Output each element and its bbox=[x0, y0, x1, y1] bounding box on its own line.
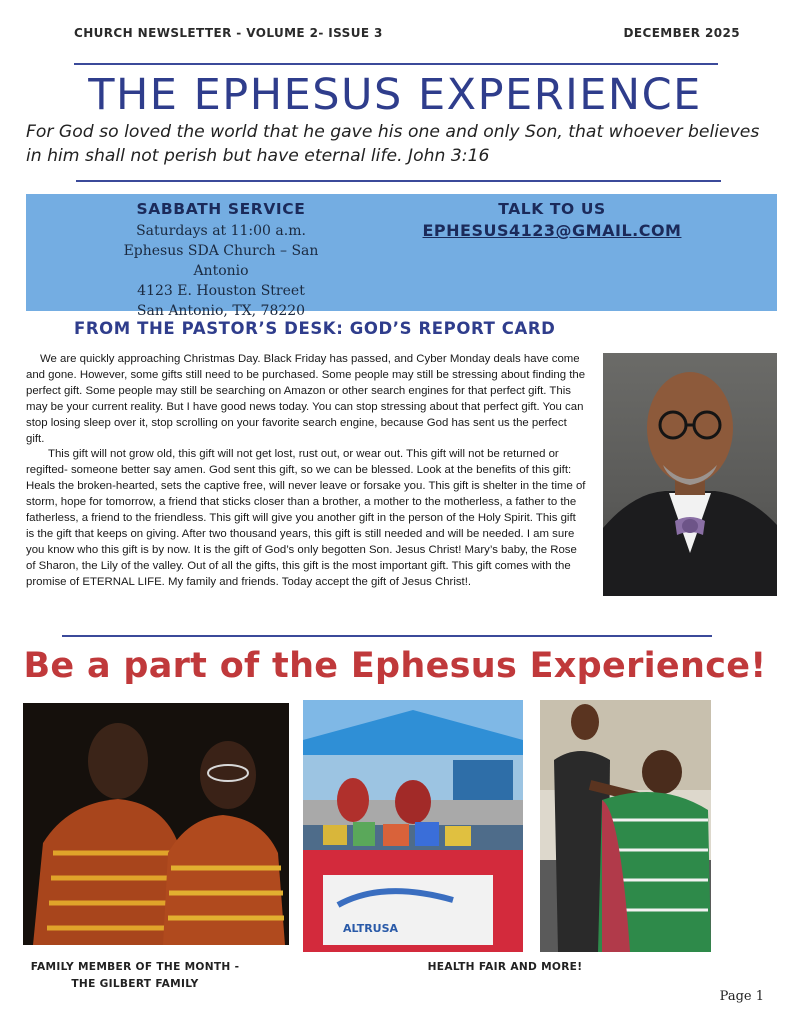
altrusa-banner-text: ALTRUSA bbox=[343, 922, 399, 935]
newsletter-date: DECEMBER 2025 bbox=[623, 26, 740, 40]
church-name: Ephesus SDA Church – San Antonio bbox=[123, 243, 319, 279]
contact-email-link[interactable]: EPHESUS4123@GMAIL.COM bbox=[422, 221, 682, 240]
scripture-verse: For God so loved the world that he gave his one and only Son, that whoever believes in him shall not perish but have eternal life. John 3:16 bbox=[26, 122, 760, 166]
sabbath-service-block bbox=[96, 200, 346, 321]
church-city: San Antonio, TX, 78220 bbox=[136, 303, 306, 319]
masthead-top-rule bbox=[74, 63, 718, 65]
pastor-desk-heading: FROM THE PASTOR’S DESK: GOD’S REPORT CARD bbox=[74, 319, 556, 338]
contact-heading: TALK TO US bbox=[498, 200, 606, 218]
sabbath-service-heading: SABBATH SERVICE bbox=[136, 200, 306, 218]
newsletter-title: THE EPHESUS EXPERIENCE bbox=[88, 70, 702, 120]
article-paragraph-2: This gift will not grow old, this gift will not get lost, rust out, or wear out. This gift will not be returned or regifted- someone better say amen. God sent this gift, so we can be blessed. Look at the benefits of this gift: Heals the broken-hearted, sets the captive free, will never leave or forsake you. This gift is shelter in the time of storm, hope for tomorrow, a friend that sticks closer than a brother, a mother to the motherless, a father to the fatherless, a friend to the friendless. This gift will give you another gift in the person of the Holy Spirit. This gift is the gift that keeps on giving. After two thousand years, this gift is still needed and will be needed. I am sure you know who this gift is by now. It is the gift of God’s only begotten Son. Jesus Christ! Mary’s baby, the Rose of Sharon, the Lily of the valley. Out of all the gifts, this gift is the most important gift. This gift comes with the promise of ETERNAL LIFE. My family and friends. Today accept the gift of Jesus Christ!. bbox=[26, 448, 586, 588]
service-time: Saturdays at 11:00 a.m. bbox=[136, 223, 306, 239]
barber-service-photo bbox=[540, 700, 711, 952]
family-caption-line-1: FAMILY MEMBER OF THE MONTH - bbox=[30, 961, 240, 973]
newsletter-volume-line: CHURCH NEWSLETTER - VOLUME 2- ISSUE 3 bbox=[74, 26, 383, 40]
article-paragraph-1: We are quickly approaching Christmas Day. Black Friday has passed, and Cyber Monday deals have come and gone. However, some gifts still need to be purchased. Some people may still be stressing about finding the perfect gift. Some people may still be searching on Amazon or other search engines for that perfect gift. This may be your current reality. But I have good news today. You can stop stressing about that perfect gift. You can stop losing sleep over it, stop scrolling on your favorite search engine, because God has sent us the perfect gift. bbox=[26, 353, 586, 445]
masthead-bottom-rule bbox=[76, 180, 721, 182]
ephesus-experience-headline: Be a part of the Ephesus Experience! bbox=[23, 646, 767, 686]
church-street: 4123 E. Houston Street bbox=[137, 283, 305, 299]
contact-block bbox=[412, 200, 692, 240]
service-info-box bbox=[26, 194, 777, 319]
page-number: Page 1 bbox=[719, 989, 764, 1004]
health-fair-photo bbox=[303, 700, 523, 952]
family-photo-caption bbox=[20, 959, 250, 993]
pastor-portrait-photo bbox=[603, 353, 777, 596]
pastor-article bbox=[26, 352, 586, 591]
section-divider-rule bbox=[62, 635, 712, 637]
health-fair-caption: HEALTH FAIR AND MORE! bbox=[427, 961, 583, 973]
gilbert-family-photo bbox=[23, 703, 289, 945]
family-caption-line-2: THE GILBERT FAMILY bbox=[71, 978, 199, 990]
